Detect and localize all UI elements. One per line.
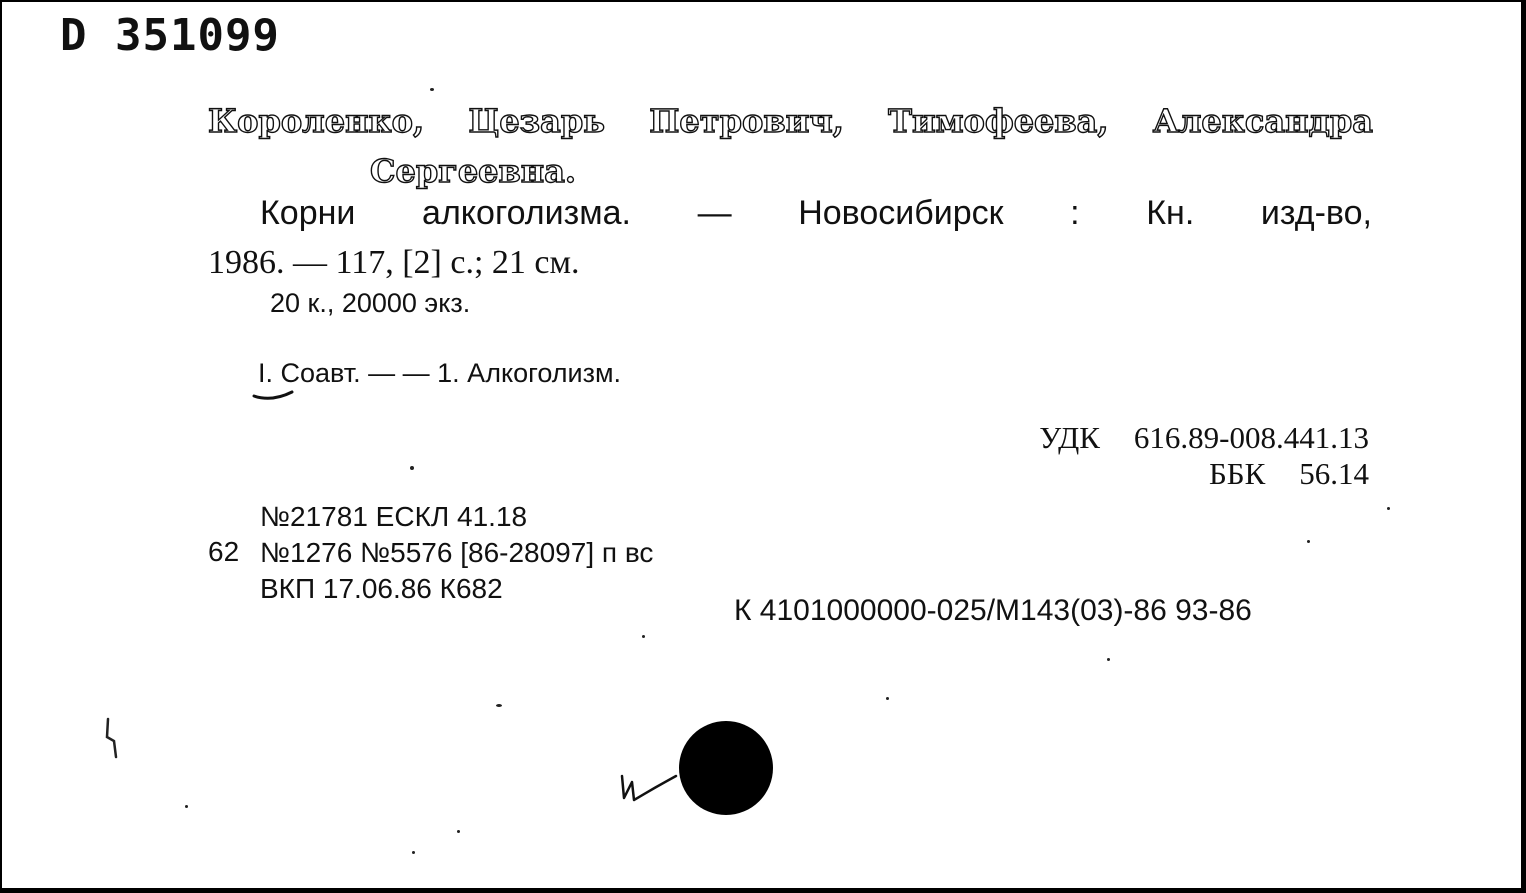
ink-speck	[410, 466, 414, 470]
title-word: —	[697, 194, 732, 232]
ink-speck	[886, 697, 889, 700]
author-heading-continuation: Сергеевна.	[370, 152, 577, 190]
udc-label: УДК	[1039, 420, 1100, 455]
author-word: Александра	[1152, 102, 1373, 140]
ink-speck	[412, 851, 415, 854]
bbk-value: 56.14	[1299, 456, 1369, 491]
title-word: алкоголизма.	[422, 194, 631, 232]
author-word: Тимофеева,	[888, 102, 1109, 140]
title-word: Корни	[260, 194, 356, 232]
bbk-label: ББК	[1208, 456, 1266, 491]
title-word: :	[1070, 194, 1080, 232]
title-line	[260, 196, 1372, 230]
technical-block	[260, 499, 653, 607]
title-word: Кн.	[1146, 194, 1195, 232]
underline-mark	[252, 388, 294, 404]
card-number: D 351099	[60, 10, 280, 61]
ink-speck	[642, 635, 645, 638]
author-word: Цезарь	[468, 102, 605, 140]
classification-block	[1039, 420, 1369, 492]
catalog-card	[2, 2, 1521, 888]
ink-speck	[185, 805, 188, 808]
punch-hole	[679, 721, 773, 815]
author-word: Короленко,	[208, 102, 425, 140]
udc-row	[1039, 420, 1369, 456]
ink-speck	[430, 88, 434, 91]
tracings-line: I. Соавт. — — 1. Алкоголизм.	[258, 358, 622, 388]
catalog-number-line: К 4101000000-025/М143(03)-86 93-86	[734, 594, 1252, 627]
handwritten-initials-mark	[614, 758, 684, 808]
author-word: Петрович,	[649, 102, 844, 140]
tech-line: ВКП 17.06.86 К682	[260, 573, 503, 604]
tech-prefix: 62	[208, 536, 240, 567]
tech-line: №21781 ЕСКЛ 41.18	[260, 501, 528, 532]
author-heading	[208, 102, 1373, 140]
udc-value: 616.89-008.441.13	[1133, 420, 1369, 455]
title-word: изд-во,	[1260, 194, 1372, 232]
ink-speck	[457, 830, 460, 833]
price-line: 20 к., 20000 экз.	[270, 288, 471, 318]
pencil-mark	[102, 717, 122, 759]
ink-speck	[1387, 507, 1390, 510]
ink-speck	[1107, 658, 1110, 661]
ink-speck	[1307, 540, 1310, 543]
tech-line: №1276 №5576 [86-28097] п вс	[260, 537, 654, 568]
ink-speck	[496, 704, 502, 707]
bbk-row	[1039, 456, 1369, 492]
title-word: Новосибирск	[798, 194, 1004, 232]
imprint-line: 1986. — 117, [2] с.; 21 см.	[208, 244, 580, 281]
